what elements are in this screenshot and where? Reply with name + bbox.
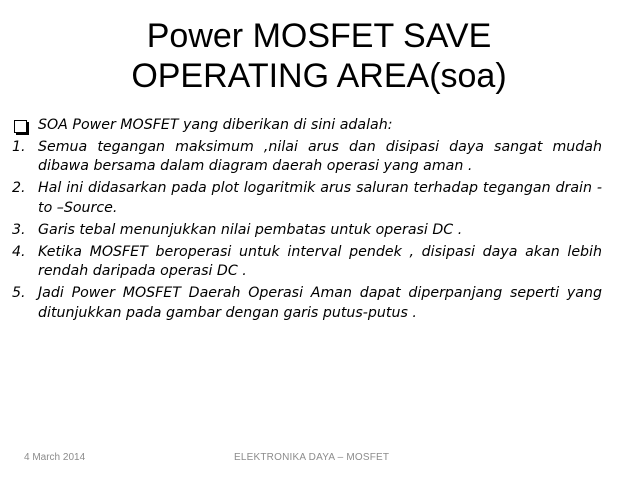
- list-item: [12, 179, 602, 218]
- title-line-2: OPERATING AREA(soa): [131, 57, 507, 95]
- slide-body: [12, 116, 602, 326]
- list-number: 1.: [12, 138, 26, 155]
- list-number: 5.: [12, 285, 26, 301]
- list-item-text: Hal ini didasarkan pada plot logaritmik arus saluran terhadap tegangan drain -to –Source.: [38, 180, 602, 216]
- list-number: 4.: [12, 243, 26, 260]
- footer-date: 4 March 2014: [24, 452, 86, 463]
- list-item-text: Semua tegangan maksimum ,nilai arus dan disipasi daya sangat mudah dibawa bersama dalam diagram daerah operasi yang aman .: [38, 138, 602, 174]
- list-item-text: Garis tebal menunjukkan nilai pembatas untuk operasi DC .: [38, 221, 463, 238]
- list-item-text: Jadi Power MOSFET Daerah Operasi Aman dapat diperpanjang seperti yang ditunjukkan pada gambar dengan garis putus-putus .: [38, 285, 602, 321]
- list-number: 3.: [12, 221, 26, 238]
- checkbox-bullet-icon: [14, 120, 27, 133]
- intro-text: SOA Power MOSFET yang diberikan di sini adalah:: [38, 117, 393, 133]
- list-item: [12, 284, 602, 323]
- footer-title: ELEKTRONIKA DAYA – MOSFET: [234, 452, 390, 463]
- list-item-text: Ketika MOSFET beroperasi untuk interval pendek , disipasi daya akan lebih rendah daripada operasi DC .: [38, 243, 602, 279]
- list-item: [12, 243, 602, 282]
- intro-bullet: [12, 116, 602, 136]
- title-line-1: Power MOSFET SAVE: [146, 17, 492, 55]
- list-item: [12, 221, 602, 241]
- list-item: [12, 138, 602, 177]
- list-number: 2.: [12, 180, 26, 196]
- slide-title: [0, 16, 638, 96]
